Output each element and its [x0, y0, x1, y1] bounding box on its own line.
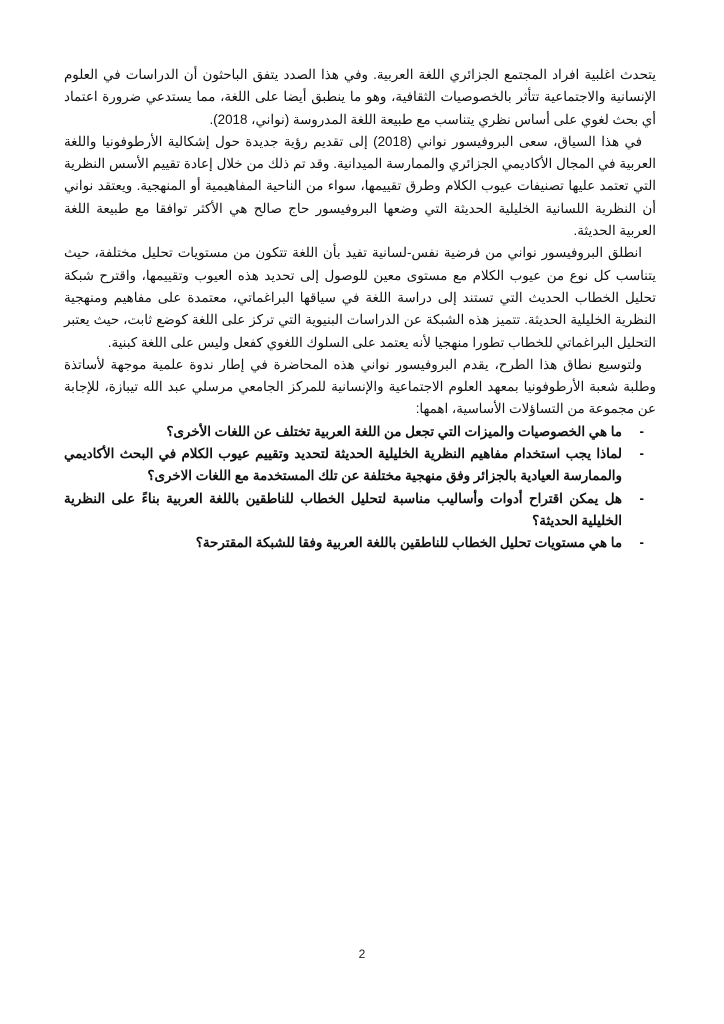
bullet-dash: -: [639, 446, 644, 462]
page-body: [64, 64, 656, 555]
paragraph-intro: يتحدث اغلبية افراد المجتمع الجزائري اللغة العربية. وفي هذا الصدد يتفق الباحثون أن الدراسات في العلوم الإنسانية والاجتماعية تتأثر بالخصوصيات الثقافية، وهو ما ينطبق أيضا على اللغة، مما يستدعي ضرورة اعتماد أي بحث لغوي على أساس نظري يتناسب مع طبيعة اللغة المدروسة (نواني، 2018).: [64, 67, 656, 127]
paragraph-hypothesis: انطلق البروفيسور نواني من فرضية نفس-لسانية تفيد بأن اللغة تتكون من مستويات تحليل مختلفة، حيث يتناسب كل نوع من عيوب الكلام مع مستوى معين للوصول إلى تحديد هذه العيوب وتقييمها، واقترح شبكة تحليل الخطاب الحديث التي تستند إلى دراسة اللغة في سياقها البراغماتي، معتمدة على مفاهيم ومنهجية النظرية الخليلية الحديثة. تتميز هذه الشبكة عن الدراسات البنيوية التي تركز على اللغة كوضع ثابت، حيث يعتبر التحليل البراغماتي للخطاب تطورا منهجيا لأنه يعتمد على السلوك اللغوي كفعل وليس على اللغة كبنية.: [64, 245, 656, 350]
question-text: لماذا يجب استخدام مفاهيم النظرية الخليلية الحديثة لتحديد وتقييم عيوب الكلام في البحث الأكاديمي والممارسة العيادية بالجزائر وفق منهجية مختلفة عن تلك المستخدمة مع اللغات الاخرى؟: [64, 446, 622, 484]
bullet-dash: -: [639, 490, 644, 506]
paragraph-context: في هذا السياق، سعى البروفيسور نواني (2018) إلى تقديم رؤية جديدة حول إشكالية الأرطوفونيا واللغة العربية في المجال الأكاديمي الجزائري والممارسة الميدانية. وقد تم ذلك من خلال إعادة تقييم الأسس النظرية التي تعتمد عليها تصنيفات عيوب الكلام وطرق تقييمها، سواء من الناحية المفاهيمية أو المنهجية. ويعتقد نواني أن النظرية اللسانية الخليلية الحديثة التي وضعها البروفيسور حاج صالح هي الأكثر توافقا مع طبيعة اللغة العربية الحديثة.: [64, 133, 656, 239]
questions-list: [64, 421, 656, 555]
question-text: هل يمكن اقتراح أدوات وأساليب مناسبة لتحليل الخطاب للناطقين باللغة العربية بناءً على النظرية الخليلية الحديثة؟: [64, 490, 622, 528]
question-item: [64, 443, 656, 488]
question-item: [64, 488, 656, 533]
question-text: ما هي الخصوصيات والميزات التي تجعل من اللغة العربية تختلف عن اللغات الأخرى؟: [166, 423, 622, 439]
bullet-dash: -: [639, 535, 644, 551]
page-number: 2: [358, 947, 366, 961]
paragraph-lecture-scope: ولتوسيع نطاق هذا الطرح، يقدم البروفيسور نواني هذه المحاضرة في إطار ندوة علمية موجهة لأساتذة وطلبة شعبة الأرطوفونيا بمعهد العلوم الاجتماعية والإنسانية للمركز الجامعي مرسلي عبد الله تيبازة، للإجابة عن مجموعة من التساؤلات الأساسية، اهمها:: [64, 356, 656, 417]
bullet-dash: -: [639, 423, 644, 439]
question-item: [64, 532, 656, 554]
question-text: ما هي مستويات تحليل الخطاب للناطقين باللغة العربية وفقا للشبكة المقترحة؟: [195, 535, 622, 551]
question-item: [64, 421, 656, 443]
